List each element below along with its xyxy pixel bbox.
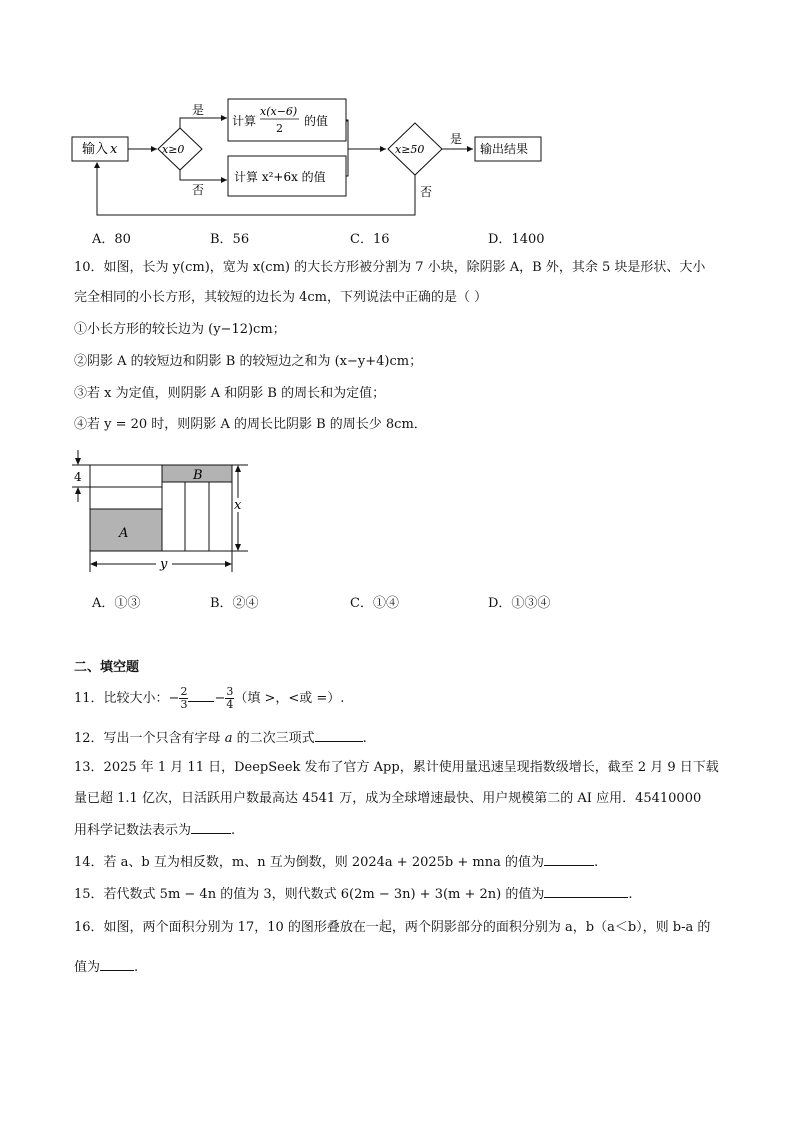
q10-choice-c[interactable]: C．①④ bbox=[350, 596, 399, 611]
q12-end: . bbox=[362, 731, 367, 746]
q10-statement-4: ④若 y = 20 时，则阴影 A 的周长比阴影 B 的周长少 8cm． bbox=[74, 417, 427, 432]
q13-line3 bbox=[74, 820, 235, 840]
q15-end: . bbox=[628, 887, 633, 902]
q10-statement-1: ①小长方形的较长边为 (y−12)cm； bbox=[74, 322, 286, 337]
fig-label-B: B bbox=[193, 468, 203, 483]
q11-prefix: 11．比较大小：− bbox=[74, 691, 180, 706]
q14-end: . bbox=[593, 855, 599, 870]
q16-line1: 16．如图，两个面积分别为 17，10 的图形叠放在一起，两个阴影部分的面积分别为 a，b（a＜b），则 b-a 的 bbox=[74, 920, 711, 935]
flow-calc-top-num: x(x−6) bbox=[260, 105, 298, 118]
q16-line2 bbox=[74, 957, 138, 977]
q16-line2-text: 值为 bbox=[74, 960, 101, 975]
q10-stem-line2: 完全相同的小长方形，其较短的边长为 4cm，下列说法中正确的是（ ） bbox=[74, 290, 488, 305]
flowchart bbox=[60, 90, 580, 230]
flow-calc-top-prefix: 计算 bbox=[232, 114, 257, 128]
q11-mid: − bbox=[214, 691, 226, 706]
q9-choice-b[interactable]: B．56 bbox=[210, 232, 250, 247]
flow-calc-bottom-label: 计算 x²+6x 的值 bbox=[234, 170, 326, 184]
flow-yes1-label: 是 bbox=[192, 103, 205, 117]
q9-choice-a[interactable]: A．80 bbox=[92, 232, 131, 247]
fig-label-4: 4 bbox=[74, 470, 82, 484]
q13-line2: 量已超 1.1 亿次，日活跃用户数最高达 4541 万，成为全球增速最快、用户规模第二的 AI 应用．45410000 bbox=[74, 791, 702, 806]
fig-label-x: x bbox=[234, 498, 242, 513]
q9-choices bbox=[92, 228, 692, 246]
q11-fraction-2: $\frac{3}{4}$ bbox=[226, 685, 234, 711]
q11-blank[interactable] bbox=[188, 688, 214, 702]
flow-input-label: 输入 bbox=[82, 142, 109, 157]
q13-blank[interactable] bbox=[191, 820, 231, 834]
q16-blank[interactable] bbox=[100, 957, 134, 971]
q12-var: a bbox=[224, 731, 233, 746]
q12-text-2: 的二次三项式 bbox=[232, 731, 315, 746]
q10-figure bbox=[68, 448, 258, 578]
q15-blank[interactable] bbox=[544, 884, 628, 898]
q14-blank[interactable] bbox=[544, 852, 594, 866]
flow-yes2-label: 是 bbox=[450, 132, 463, 146]
q10-choice-a[interactable]: A．①③ bbox=[92, 596, 141, 611]
flow-calc-top-den: 2 bbox=[276, 122, 283, 135]
flow-input-var: x bbox=[110, 142, 118, 157]
q14-text: 14．若 a、b 互为相反数，m、n 互为倒数，则 2024a + 2025b + mna 的值为 bbox=[74, 855, 544, 870]
q10-choices bbox=[92, 592, 692, 610]
q11-suffix: （填 >，<或 =）. bbox=[234, 691, 345, 706]
flow-cond2-label: x≥50 bbox=[395, 143, 425, 156]
q9-choice-d[interactable]: D．1400 bbox=[488, 232, 545, 247]
flow-no1-label: 否 bbox=[192, 183, 205, 197]
q15 bbox=[74, 884, 633, 904]
q12-blank[interactable] bbox=[315, 728, 363, 742]
flow-calc-top-suffix: 的值 bbox=[304, 114, 329, 128]
fig-label-y: y bbox=[160, 557, 168, 572]
q12-text-1: 12．写出一个只含有字母 bbox=[74, 731, 225, 746]
q10-choice-b[interactable]: B．②④ bbox=[210, 596, 259, 611]
q13-line1: 13．2025 年 1 月 11 日，DeepSeek 发布了官方 App，累计使用量迅速呈现指数级增长，截至 2 月 9 日下载 bbox=[74, 760, 719, 775]
q15-text: 15．若代数式 5m − 4n 的值为 3，则代数式 6(2m − 3n) + 3(m + 2n) 的值为 bbox=[74, 887, 545, 902]
q9-choice-c[interactable]: C．16 bbox=[350, 232, 390, 247]
q10-choice-d[interactable]: D．①③④ bbox=[488, 596, 551, 611]
q12 bbox=[74, 728, 367, 748]
q10-statement-2: ②阴影 A 的较短边和阴影 B 的较短边之和为 (x−y+4)cm； bbox=[74, 354, 423, 369]
fig-label-A: A bbox=[119, 526, 129, 541]
q14 bbox=[74, 852, 598, 872]
flow-no2-label: 否 bbox=[420, 185, 433, 199]
flow-cond1-label: x≥0 bbox=[162, 143, 185, 156]
q10-stem-line1: 10．如图，长为 y(cm)，宽为 x(cm) 的大长方形被分割为 7 小块，除阴影 A，B 外，其余 5 块是形状、大小 bbox=[74, 260, 706, 275]
q13-end: . bbox=[231, 823, 236, 838]
section-title-fill-blank: 二、填空题 bbox=[74, 660, 140, 675]
q10-statement-3: ③若 x 为定值，则阴影 A 和阴影 B 的周长和为定值； bbox=[74, 386, 386, 401]
q11 bbox=[74, 684, 344, 714]
q13-line3-text: 用科学记数法表示为 bbox=[74, 823, 192, 838]
q16-end: . bbox=[134, 960, 139, 975]
q11-fraction-1: $\frac{2}{3}$ bbox=[180, 685, 188, 711]
flow-output-label: 输出结果 bbox=[480, 142, 529, 156]
